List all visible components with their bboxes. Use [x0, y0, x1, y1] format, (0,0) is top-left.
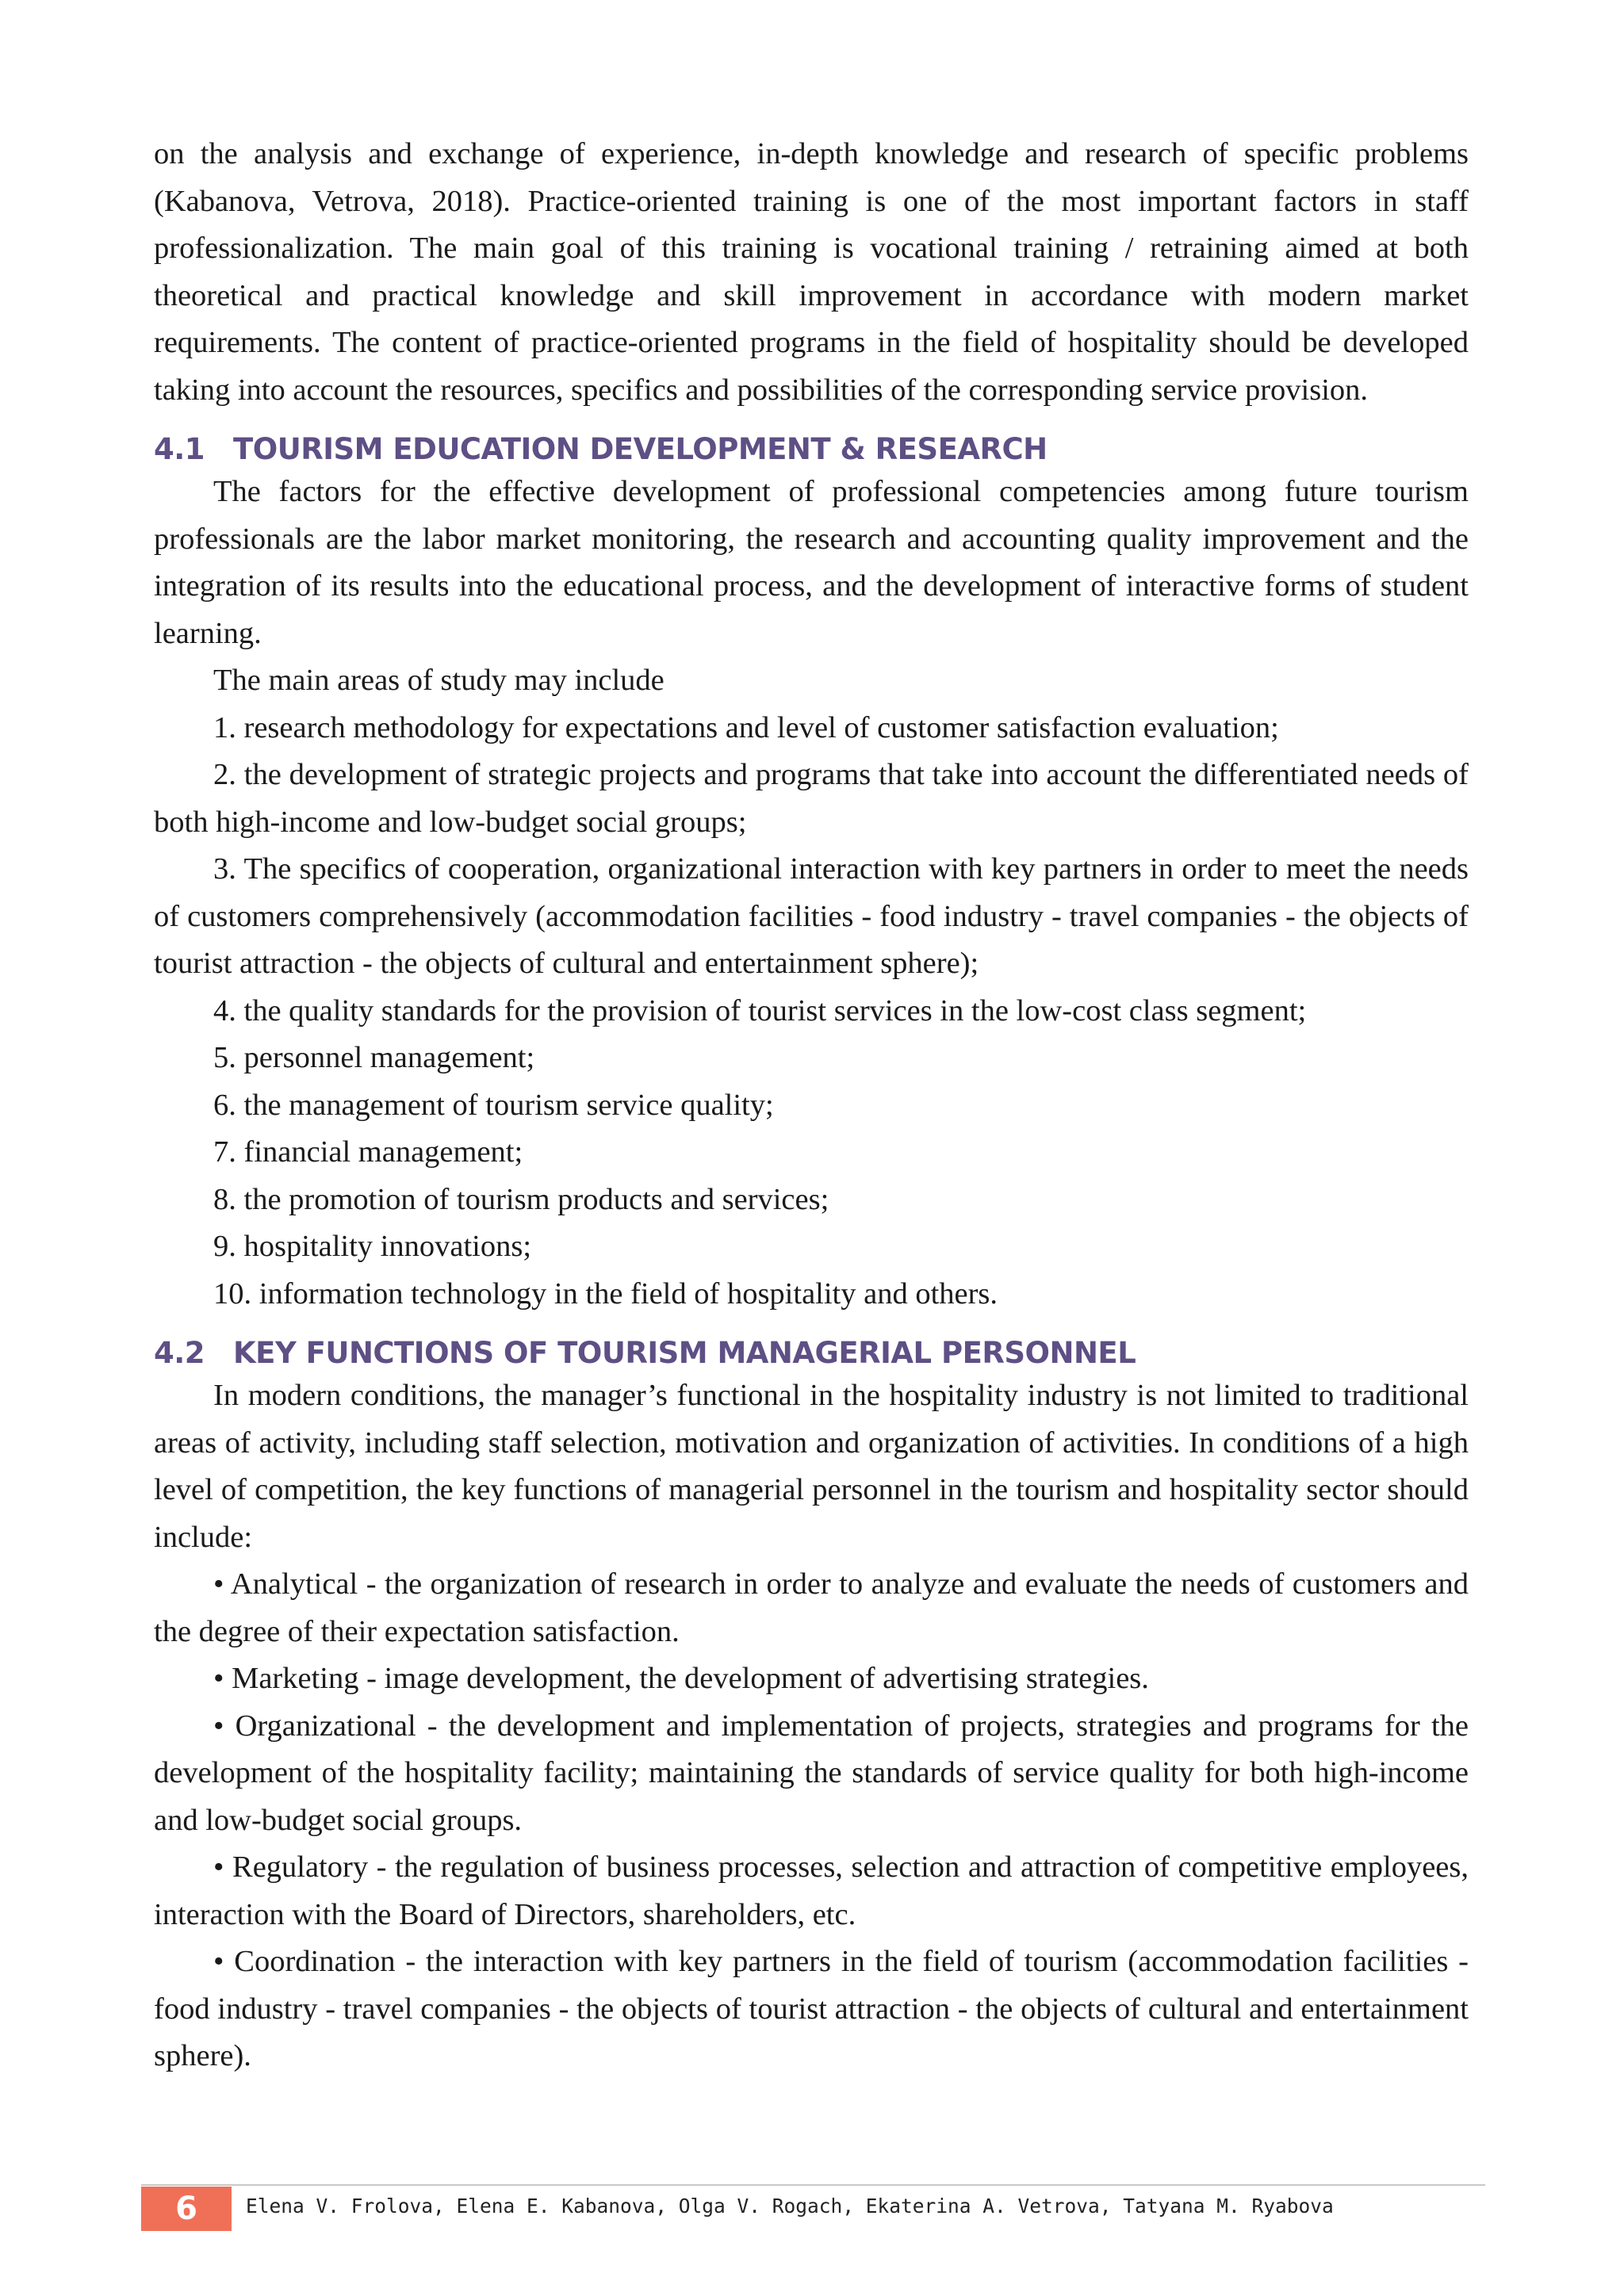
- section-number: 4.2: [154, 1336, 205, 1370]
- page-body: [154, 131, 1469, 2080]
- list-item: 4. the quality standards for the provision of tourist services in the low-cost class segment;: [213, 993, 1307, 1027]
- paragraph: In modern conditions, the manager’s functional in the hospitality industry is not limited to traditional areas of activity, including staff selection, motivation and organization of activities. In conditions of a high level of competition, the key functions of managerial personnel in the tourism and hospitality sector should include:: [154, 1379, 1469, 1554]
- section-heading-4-1: [154, 430, 1469, 469]
- section-title: TOURISM EDUCATION DEVELOPMENT & RESEARCH: [233, 432, 1048, 466]
- list-item: 8. the promotion of tourism products and services;: [213, 1182, 829, 1216]
- list-item: 1. research methodology for expectations and level of customer satisfaction evaluation;: [213, 710, 1279, 744]
- footer-rule: [141, 2184, 1485, 2186]
- list-item: 7. financial management;: [213, 1135, 523, 1169]
- section-heading-4-2: [154, 1334, 1469, 1372]
- intro-paragraph: on the analysis and exchange of experience, in-depth knowledge and research of specific problems (Kabanova, Vetrova, 2018). Practice-oriented training is one of the most important factors in staff professionalization. The main goal of this training is vocational training / retraining aimed at both theoretical and practical knowledge and skill improvement in accordance with modern market requirements. The content of practice-oriented programs in the field of hospitality should be developed taking into account the resources, specifics and possibilities of the corresponding service provision.: [154, 137, 1469, 407]
- section-title: KEY FUNCTIONS OF TOURISM MANAGERIAL PERSONNEL: [233, 1336, 1136, 1370]
- page-number-badge: 6: [141, 2187, 232, 2231]
- bullet-item: • Organizational - the development and implementation of projects, strategies and programs for the development of the hospitality facility; maintaining the standards of service quality for both high-income and low-budget social groups.: [154, 1709, 1469, 1837]
- list-item: 9. hospitality innovations;: [213, 1230, 532, 1263]
- paragraph: The main areas of study may include: [213, 664, 665, 697]
- paragraph: The factors for the effective development of professional competencies among future tourism professionals are the labor market monitoring, the research and accounting quality improvement and the integration of its results into the educational process, and the development of interactive forms of student learning.: [154, 475, 1469, 650]
- list-item: 5. personnel management;: [213, 1041, 535, 1074]
- bullet-item: • Marketing - image development, the development of advertising strategies.: [213, 1662, 1149, 1695]
- footer-authors: Elena V. Frolova, Elena E. Kabanova, Olga V. Rogach, Ekaterina A. Vetrova, Tatyana M. Ryabova: [246, 2195, 1334, 2218]
- bullet-item: • Regulatory - the regulation of business processes, selection and attraction of competitive employees, interaction with the Board of Directors, shareholders, etc.: [154, 1850, 1469, 1931]
- list-item: 3. The specifics of cooperation, organizational interaction with key partners in order to meet the needs of customers comprehensively (accommodation facilities - food industry - travel companies - the objects of tourist attraction - the objects of cultural and entertainment sphere);: [154, 852, 1469, 980]
- list-item: 2. the development of strategic projects and programs that take into account the differentiated needs of both high-income and low-budget social groups;: [154, 758, 1469, 839]
- list-item: 6. the management of tourism service quality;: [213, 1088, 774, 1122]
- section-number: 4.1: [154, 432, 205, 466]
- bullet-item: • Coordination - the interaction with key partners in the field of tourism (accommodation facilities - food industry - travel companies - the objects of tourist attraction - the objects of cultural and entertainment sphere).: [154, 1945, 1469, 2072]
- list-item: 10. information technology in the field of hospitality and others.: [213, 1276, 998, 1311]
- bullet-item: • Analytical - the organization of research in order to analyze and evaluate the needs of customers and the degree of their expectation satisfaction.: [154, 1567, 1469, 1648]
